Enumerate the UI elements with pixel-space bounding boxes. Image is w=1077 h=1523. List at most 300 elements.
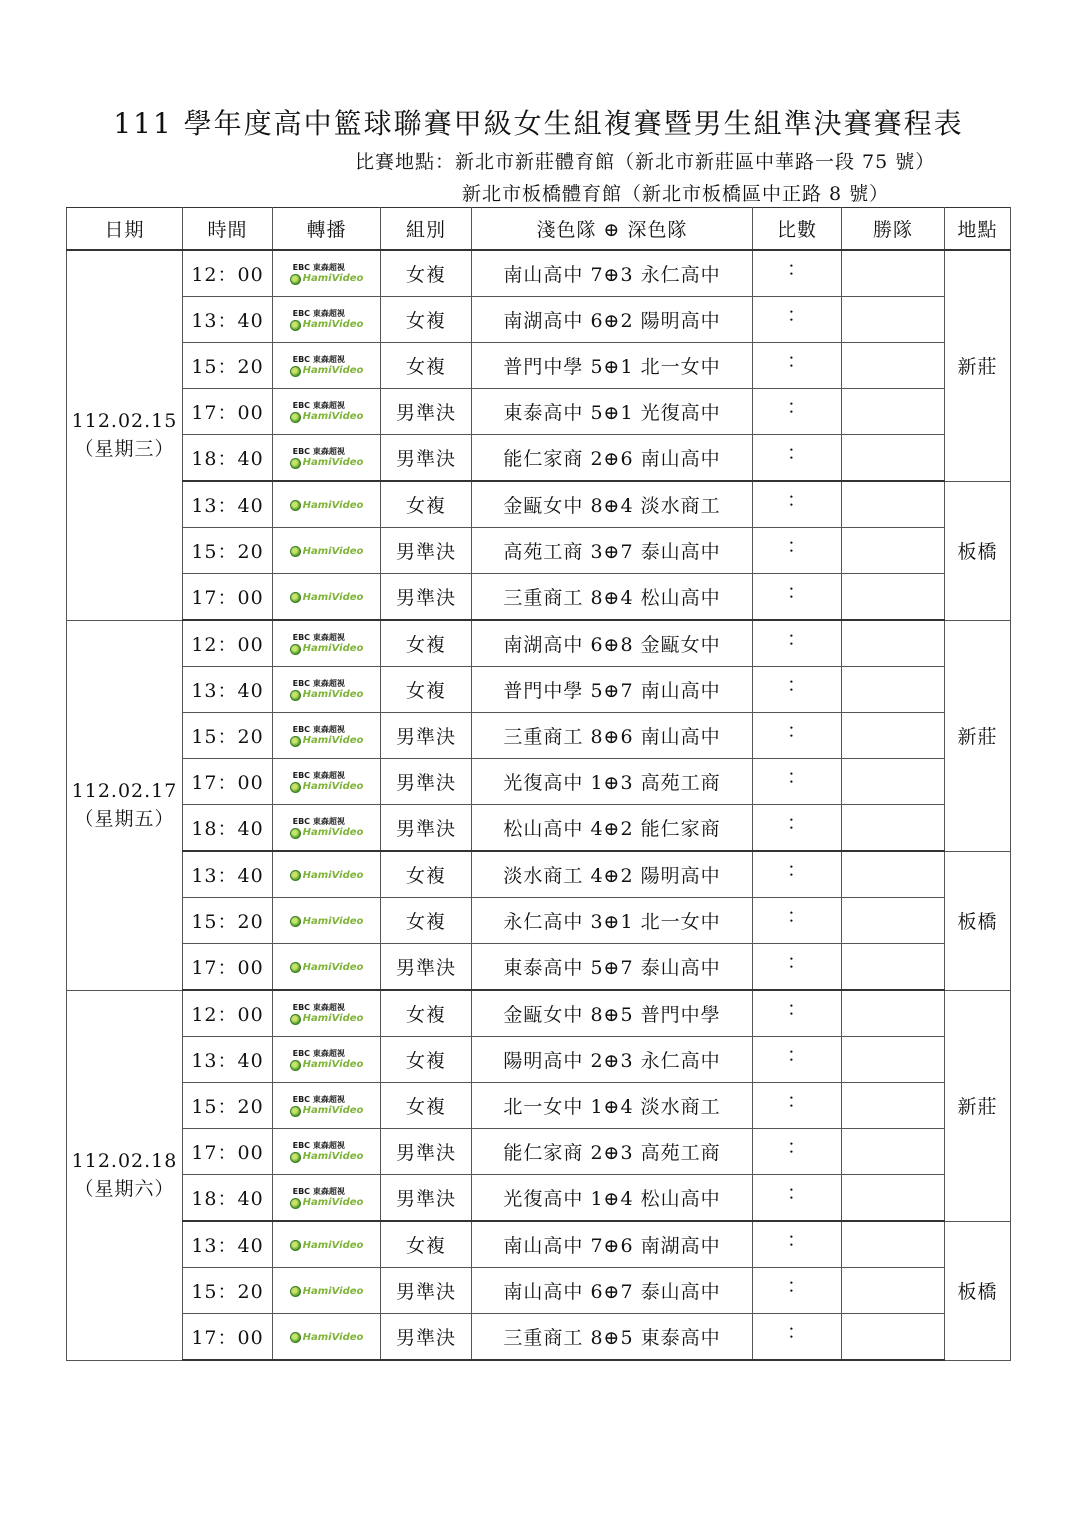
matchup-cell: 高苑工商 3⊕7 泰山高中 xyxy=(472,528,753,574)
table-row xyxy=(67,389,1011,435)
header-winner: 勝隊 xyxy=(842,208,945,251)
table-header-row xyxy=(67,208,1011,251)
table-row xyxy=(67,1268,1011,1314)
score-cell xyxy=(753,1175,842,1222)
time-cell: 13：40 xyxy=(183,1037,273,1083)
broadcast-cell xyxy=(273,1314,381,1361)
table-row xyxy=(67,481,1011,528)
hami-video-text: HamiVideo xyxy=(302,411,364,422)
time-cell: 15：20 xyxy=(183,343,273,389)
winner-cell xyxy=(842,1037,945,1083)
division-cell: 男準決 xyxy=(381,1129,472,1175)
hami-video-text: HamiVideo xyxy=(302,827,364,838)
score-text: ： xyxy=(786,905,807,927)
date-text: 112.02.17 xyxy=(71,780,178,802)
division-cell: 男準決 xyxy=(381,805,472,852)
score-text: ： xyxy=(786,258,807,280)
time-cell: 18：40 xyxy=(183,805,273,852)
hami-video-logo xyxy=(290,827,364,839)
matchup-cell: 能仁家商 2⊕6 南山高中 xyxy=(472,435,753,482)
table-row xyxy=(67,250,1011,297)
broadcast-cell xyxy=(273,1268,381,1314)
date-cell xyxy=(67,620,183,990)
winner-cell xyxy=(842,481,945,528)
score-text: ： xyxy=(786,535,807,557)
matchup-cell: 能仁家商 2⊕3 高苑工商 xyxy=(472,1129,753,1175)
broadcast-cell xyxy=(273,389,381,435)
header-broadcast: 轉播 xyxy=(273,208,381,251)
hami-video-text: HamiVideo xyxy=(302,1197,364,1208)
hami-video-text: HamiVideo xyxy=(302,273,364,284)
matchup-cell: 三重商工 8⊕4 松山高中 xyxy=(472,574,753,621)
winner-cell xyxy=(842,1129,945,1175)
score-cell xyxy=(753,1083,842,1129)
hami-video-text: HamiVideo xyxy=(302,1285,364,1297)
score-text: ： xyxy=(786,304,807,326)
hami-video-logo xyxy=(290,273,364,285)
header-score: 比數 xyxy=(753,208,842,251)
hami-globe-icon xyxy=(290,962,301,973)
matchup-cell: 普門中學 5⊕7 南山高中 xyxy=(472,667,753,713)
time-cell: 17：00 xyxy=(183,389,273,435)
venue-cell: 新莊 xyxy=(945,620,1011,851)
hami-globe-icon xyxy=(290,828,301,839)
venue-cell: 板橋 xyxy=(945,851,1011,990)
hami-globe-icon xyxy=(290,916,301,927)
time-cell: 17：00 xyxy=(183,759,273,805)
matchup-cell: 三重商工 8⊕6 南山高中 xyxy=(472,713,753,759)
score-text: ： xyxy=(786,766,807,788)
venue-line-2: 新北市板橋體育館（新北市板橋區中正路 8 號） xyxy=(462,183,890,205)
time-cell: 12：00 xyxy=(183,250,273,297)
hami-video-logo xyxy=(290,365,364,377)
broadcast-cell xyxy=(273,851,381,898)
table-row xyxy=(67,805,1011,852)
date-cell xyxy=(67,990,183,1360)
schedule-body xyxy=(67,250,1011,1360)
score-text: ： xyxy=(786,1321,807,1343)
matchup-cell: 南山高中 7⊕6 南湖高中 xyxy=(472,1221,753,1268)
winner-cell xyxy=(842,250,945,297)
matchup-cell: 金甌女中 8⊕4 淡水商工 xyxy=(472,481,753,528)
broadcast-logo xyxy=(290,1187,364,1209)
score-cell xyxy=(753,528,842,574)
hami-globe-icon xyxy=(290,320,301,331)
hami-video-logo xyxy=(290,870,364,882)
time-cell: 15：20 xyxy=(183,528,273,574)
winner-cell xyxy=(842,574,945,621)
score-text: ： xyxy=(786,1044,807,1066)
time-cell: 18：40 xyxy=(183,435,273,482)
weekday-text: （星期六） xyxy=(74,1178,175,1200)
score-cell xyxy=(753,1268,842,1314)
hami-globe-icon xyxy=(290,1332,301,1343)
broadcast-cell xyxy=(273,481,381,528)
venue-cell: 板橋 xyxy=(945,1221,1011,1360)
ebc-logo: EBC 東森超視 xyxy=(292,725,345,734)
hami-video-text: HamiVideo xyxy=(302,781,364,792)
date-text: 112.02.18 xyxy=(71,1150,178,1172)
broadcast-logo xyxy=(290,1141,364,1163)
score-cell xyxy=(753,898,842,944)
division-cell: 女複 xyxy=(381,620,472,667)
score-cell xyxy=(753,759,842,805)
ebc-logo: EBC 東森超視 xyxy=(292,1003,345,1012)
matchup-cell: 松山高中 4⊕2 能仁家商 xyxy=(472,805,753,852)
time-cell: 17：00 xyxy=(183,944,273,991)
broadcast-logo xyxy=(290,447,364,469)
division-cell: 女複 xyxy=(381,1037,472,1083)
hami-video-logo xyxy=(290,411,364,423)
winner-cell xyxy=(842,759,945,805)
winner-cell xyxy=(842,990,945,1037)
table-row xyxy=(67,1314,1011,1361)
hami-video-text: HamiVideo xyxy=(302,1331,364,1343)
broadcast-cell xyxy=(273,1083,381,1129)
hami-video-text: HamiVideo xyxy=(302,735,364,746)
venue-cell: 新莊 xyxy=(945,990,1011,1221)
ebc-logo: EBC 東森超視 xyxy=(292,633,345,642)
hami-globe-icon xyxy=(290,870,301,881)
ebc-logo: EBC 東森超視 xyxy=(292,1049,345,1058)
matchup-cell: 淡水商工 4⊕2 陽明高中 xyxy=(472,851,753,898)
score-cell xyxy=(753,250,842,297)
broadcast-logo xyxy=(290,401,364,423)
hami-video-text: HamiVideo xyxy=(302,1151,364,1162)
table-row xyxy=(67,620,1011,667)
score-text: ： xyxy=(786,1136,807,1158)
table-row xyxy=(67,1129,1011,1175)
time-cell: 17：00 xyxy=(183,1129,273,1175)
hami-video-logo xyxy=(290,457,364,469)
ebc-logo: EBC 東森超視 xyxy=(292,401,345,410)
broadcast-logo xyxy=(290,870,364,882)
header-matchup: 淺色隊 ⊕ 深色隊 xyxy=(472,208,753,251)
table-row xyxy=(67,1175,1011,1222)
hami-video-text: HamiVideo xyxy=(302,961,364,973)
time-cell: 18：40 xyxy=(183,1175,273,1222)
time-cell: 15：20 xyxy=(183,1083,273,1129)
broadcast-cell xyxy=(273,713,381,759)
matchup-cell: 南山高中 6⊕7 泰山高中 xyxy=(472,1268,753,1314)
table-row xyxy=(67,851,1011,898)
hami-video-logo xyxy=(290,643,364,655)
hami-video-text: HamiVideo xyxy=(302,365,364,376)
hami-globe-icon xyxy=(290,644,301,655)
table-row xyxy=(67,713,1011,759)
hami-video-logo xyxy=(290,781,364,793)
winner-cell xyxy=(842,1268,945,1314)
broadcast-logo xyxy=(290,546,364,558)
table-row xyxy=(67,343,1011,389)
broadcast-cell xyxy=(273,528,381,574)
hami-video-logo xyxy=(290,500,364,512)
score-cell xyxy=(753,990,842,1037)
time-cell: 15：20 xyxy=(183,713,273,759)
score-cell xyxy=(753,297,842,343)
broadcast-cell xyxy=(273,1037,381,1083)
hami-globe-icon xyxy=(290,1198,301,1209)
hami-video-text: HamiVideo xyxy=(302,499,364,511)
score-cell xyxy=(753,1129,842,1175)
winner-cell xyxy=(842,435,945,482)
score-cell xyxy=(753,944,842,991)
time-cell: 13：40 xyxy=(183,481,273,528)
time-cell: 13：40 xyxy=(183,851,273,898)
venue-cell: 新莊 xyxy=(945,250,1011,481)
broadcast-cell xyxy=(273,620,381,667)
score-cell xyxy=(753,481,842,528)
broadcast-logo xyxy=(290,916,364,928)
table-row xyxy=(67,528,1011,574)
broadcast-cell xyxy=(273,435,381,482)
score-cell xyxy=(753,1314,842,1361)
ebc-logo: EBC 東森超視 xyxy=(292,1187,345,1196)
table-row xyxy=(67,898,1011,944)
score-text: ： xyxy=(786,1229,807,1251)
score-text: ： xyxy=(786,581,807,603)
hami-globe-icon xyxy=(290,1106,301,1117)
broadcast-cell xyxy=(273,990,381,1037)
division-cell: 女複 xyxy=(381,851,472,898)
table-row xyxy=(67,1037,1011,1083)
hami-globe-icon xyxy=(290,592,301,603)
division-cell: 男準決 xyxy=(381,1175,472,1222)
broadcast-cell xyxy=(273,1129,381,1175)
hami-globe-icon xyxy=(290,690,301,701)
winner-cell xyxy=(842,898,945,944)
broadcast-cell xyxy=(273,667,381,713)
hami-video-logo xyxy=(290,319,364,331)
ebc-logo: EBC 東森超視 xyxy=(292,771,345,780)
broadcast-logo xyxy=(290,1049,364,1071)
hami-video-text: HamiVideo xyxy=(302,915,364,927)
broadcast-cell xyxy=(273,898,381,944)
hami-video-text: HamiVideo xyxy=(302,1059,364,1070)
winner-cell xyxy=(842,343,945,389)
matchup-cell: 三重商工 8⊕5 東泰高中 xyxy=(472,1314,753,1361)
division-cell: 男準決 xyxy=(381,528,472,574)
hami-globe-icon xyxy=(290,412,301,423)
ebc-logo: EBC 東森超視 xyxy=(292,679,345,688)
hami-video-logo xyxy=(290,1013,364,1025)
score-cell xyxy=(753,1037,842,1083)
winner-cell xyxy=(842,805,945,852)
score-cell xyxy=(753,805,842,852)
division-cell: 女複 xyxy=(381,297,472,343)
table-row xyxy=(67,990,1011,1037)
date-text: 112.02.15 xyxy=(71,410,178,433)
broadcast-logo xyxy=(290,1332,364,1344)
broadcast-logo xyxy=(290,263,364,285)
time-cell: 13：40 xyxy=(183,667,273,713)
broadcast-logo xyxy=(290,592,364,604)
hami-video-text: HamiVideo xyxy=(302,591,364,603)
hami-video-logo xyxy=(290,962,364,974)
score-text: ： xyxy=(786,442,807,464)
ebc-logo: EBC 東森超視 xyxy=(292,355,345,364)
division-cell: 男準決 xyxy=(381,713,472,759)
broadcast-cell xyxy=(273,759,381,805)
broadcast-logo xyxy=(290,962,364,974)
time-cell: 15：20 xyxy=(183,898,273,944)
venue-cell: 板橋 xyxy=(945,481,1011,620)
division-cell: 男準決 xyxy=(381,389,472,435)
score-text: ： xyxy=(786,720,807,742)
score-cell xyxy=(753,389,842,435)
hami-video-text: HamiVideo xyxy=(302,643,364,654)
broadcast-logo xyxy=(290,771,364,793)
winner-cell xyxy=(842,851,945,898)
division-cell: 男準決 xyxy=(381,1314,472,1361)
hami-video-text: HamiVideo xyxy=(302,319,364,330)
winner-cell xyxy=(842,1083,945,1129)
score-text: ： xyxy=(786,396,807,418)
hami-globe-icon xyxy=(290,274,301,285)
matchup-cell: 南湖高中 6⊕8 金甌女中 xyxy=(472,620,753,667)
venue-line-1: 比賽地點：新北市新莊體育館（新北市新莊區中華路一段 75 號） xyxy=(355,151,936,173)
hami-globe-icon xyxy=(290,1060,301,1071)
broadcast-logo xyxy=(290,355,364,377)
date-cell xyxy=(67,250,183,620)
score-cell xyxy=(753,1221,842,1268)
table-row xyxy=(67,574,1011,621)
hami-video-text: HamiVideo xyxy=(302,545,364,557)
score-text: ： xyxy=(786,350,807,372)
broadcast-logo xyxy=(290,500,364,512)
broadcast-cell xyxy=(273,944,381,991)
score-cell xyxy=(753,574,842,621)
division-cell: 男準決 xyxy=(381,944,472,991)
time-cell: 15：20 xyxy=(183,1268,273,1314)
time-cell: 13：40 xyxy=(183,297,273,343)
header-date: 日期 xyxy=(67,208,183,251)
winner-cell xyxy=(842,667,945,713)
page-title: 111 學年度高中籃球聯賽甲級女生組複賽暨男生組準決賽賽程表 xyxy=(113,107,964,140)
division-cell: 男準決 xyxy=(381,574,472,621)
matchup-cell: 南湖高中 6⊕2 陽明高中 xyxy=(472,297,753,343)
division-cell: 女複 xyxy=(381,1221,472,1268)
score-text: ： xyxy=(786,812,807,834)
matchup-cell: 永仁高中 3⊕1 北一女中 xyxy=(472,898,753,944)
hami-video-logo xyxy=(290,1151,364,1163)
hami-video-text: HamiVideo xyxy=(302,1013,364,1024)
table-row xyxy=(67,435,1011,482)
hami-video-logo xyxy=(290,735,364,747)
hami-video-logo xyxy=(290,1286,364,1298)
score-cell xyxy=(753,343,842,389)
ebc-logo: EBC 東森超視 xyxy=(292,1095,345,1104)
hami-video-logo xyxy=(290,1240,364,1252)
score-text: ： xyxy=(786,998,807,1020)
broadcast-cell xyxy=(273,805,381,852)
hami-globe-icon xyxy=(290,546,301,557)
hami-video-logo xyxy=(290,916,364,928)
hami-globe-icon xyxy=(290,458,301,469)
broadcast-logo xyxy=(290,817,364,839)
division-cell: 男準決 xyxy=(381,1268,472,1314)
hami-video-logo xyxy=(290,592,364,604)
matchup-cell: 普門中學 5⊕1 北一女中 xyxy=(472,343,753,389)
weekday-text: （星期五） xyxy=(74,808,175,830)
hami-video-logo xyxy=(290,689,364,701)
score-cell xyxy=(753,620,842,667)
division-cell: 女複 xyxy=(381,898,472,944)
broadcast-logo xyxy=(290,1240,364,1252)
score-cell xyxy=(753,713,842,759)
broadcast-logo xyxy=(290,1003,364,1025)
hami-globe-icon xyxy=(290,1152,301,1163)
winner-cell xyxy=(842,1221,945,1268)
division-cell: 女複 xyxy=(381,990,472,1037)
matchup-cell: 光復高中 1⊕3 高苑工商 xyxy=(472,759,753,805)
broadcast-logo xyxy=(290,633,364,655)
score-cell xyxy=(753,851,842,898)
hami-video-logo xyxy=(290,1332,364,1344)
score-text: ： xyxy=(786,1182,807,1204)
table-row xyxy=(67,297,1011,343)
hami-video-text: HamiVideo xyxy=(302,1105,364,1116)
broadcast-logo xyxy=(290,1286,364,1298)
hami-globe-icon xyxy=(290,1014,301,1025)
broadcast-cell xyxy=(273,1175,381,1222)
hami-globe-icon xyxy=(290,366,301,377)
score-text: ： xyxy=(786,1090,807,1112)
header-venue: 地點 xyxy=(945,208,1011,251)
hami-video-text: HamiVideo xyxy=(302,869,364,881)
broadcast-cell xyxy=(273,297,381,343)
table-row xyxy=(67,1221,1011,1268)
division-cell: 女複 xyxy=(381,481,472,528)
table-row xyxy=(67,667,1011,713)
score-text: ： xyxy=(786,674,807,696)
hami-video-text: HamiVideo xyxy=(302,457,364,468)
score-cell xyxy=(753,435,842,482)
header-time: 時間 xyxy=(183,208,273,251)
ebc-logo: EBC 東森超視 xyxy=(292,1141,345,1150)
broadcast-cell xyxy=(273,574,381,621)
matchup-cell: 東泰高中 5⊕7 泰山高中 xyxy=(472,944,753,991)
winner-cell xyxy=(842,389,945,435)
matchup-cell: 南山高中 7⊕3 永仁高中 xyxy=(472,250,753,297)
broadcast-cell xyxy=(273,1221,381,1268)
ebc-logo: EBC 東森超視 xyxy=(292,263,345,272)
score-text: ： xyxy=(786,489,807,511)
table-row xyxy=(67,944,1011,991)
weekday-text: （星期三） xyxy=(74,438,175,461)
ebc-logo: EBC 東森超視 xyxy=(292,447,345,456)
score-text: ： xyxy=(786,859,807,881)
hami-video-logo xyxy=(290,1059,364,1071)
winner-cell xyxy=(842,944,945,991)
broadcast-logo xyxy=(290,725,364,747)
broadcast-cell xyxy=(273,250,381,297)
winner-cell xyxy=(842,528,945,574)
winner-cell xyxy=(842,1175,945,1222)
time-cell: 12：00 xyxy=(183,990,273,1037)
matchup-cell: 東泰高中 5⊕1 光復高中 xyxy=(472,389,753,435)
score-text: ： xyxy=(786,628,807,650)
matchup-cell: 北一女中 1⊕4 淡水商工 xyxy=(472,1083,753,1129)
schedule-table xyxy=(66,207,1011,1361)
winner-cell xyxy=(842,297,945,343)
hami-globe-icon xyxy=(290,736,301,747)
table-row xyxy=(67,759,1011,805)
division-cell: 男準決 xyxy=(381,759,472,805)
score-text: ： xyxy=(786,1275,807,1297)
hami-globe-icon xyxy=(290,500,301,511)
ebc-logo: EBC 東森超視 xyxy=(292,817,345,826)
